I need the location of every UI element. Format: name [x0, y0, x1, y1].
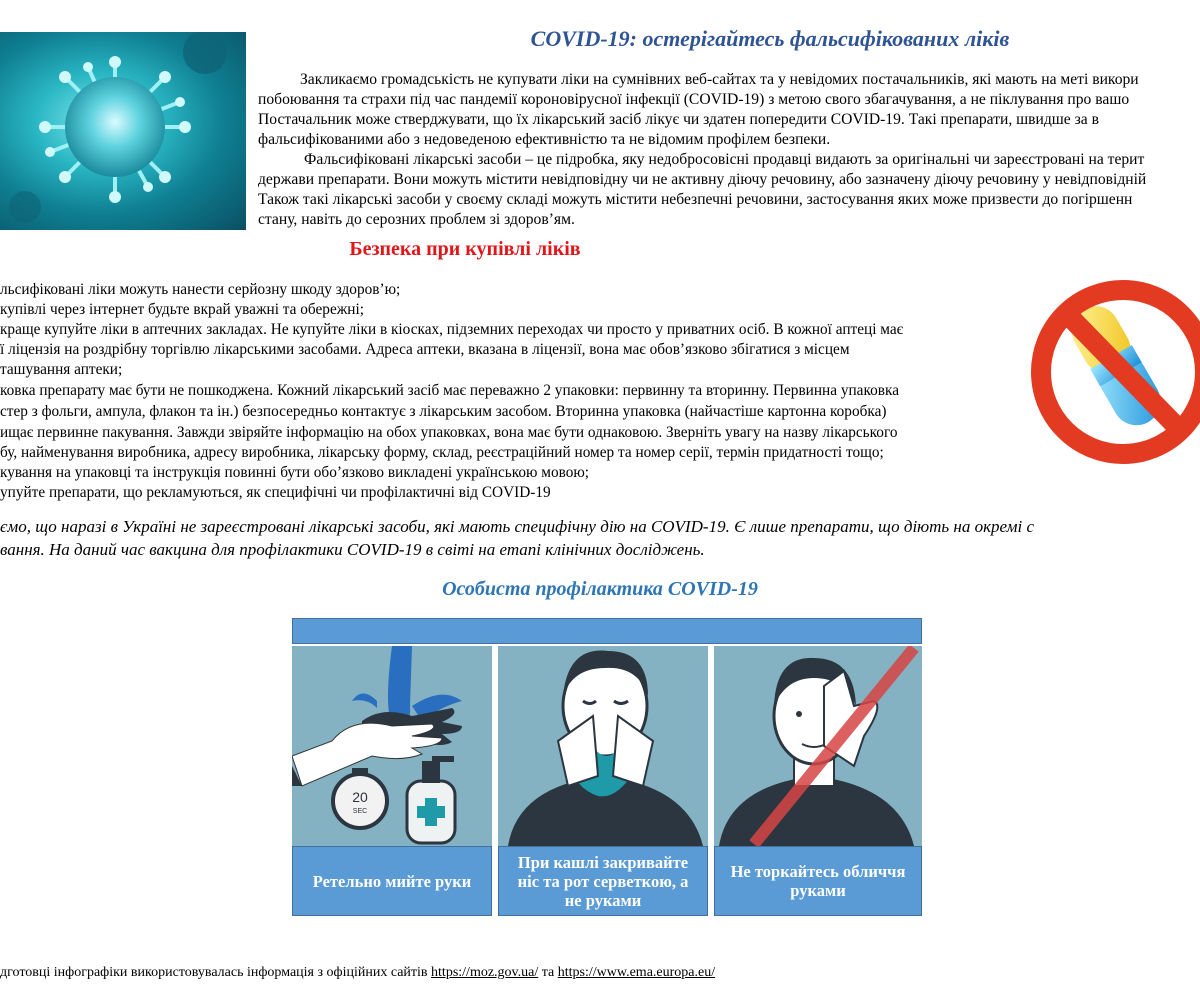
timer-unit: SEC [352, 808, 368, 815]
safety-item: ташування аптеки; [0, 361, 123, 378]
virus-icon [0, 32, 246, 230]
virus-image [0, 32, 246, 230]
safety-item: ковка препарату має бути не пошкоджена. Кожний лікарський засіб має переважно 2 упаковки: первинну та вторинну. Первинна упаковка [0, 382, 899, 399]
panel-cough [498, 646, 708, 846]
intro-line: побоювання та страхи під час пандемії короновірусної інфекції (COVID-19) з метою свого збагачування, а не піклування про вашо [258, 91, 1130, 108]
safety-item: стер з фольги, ампула, флакон та ін.) безпосередньо контактує з лікарським засобом. Вторинна упаковка (найчастіше картонна коробка) [0, 403, 887, 420]
intro-line: стану, навіть до серозних проблем зі здоров’ям. [258, 211, 575, 228]
no-pills-icon [1015, 262, 1200, 472]
timer-value: 20 [352, 789, 368, 805]
safety-heading: Безпека при купівлі ліків [349, 238, 581, 260]
intro-line: Фальсифіковані лікарські засоби – це підробка, яку недобросовісні продавці видають за оригінальні чи зареєстровані на терит [304, 151, 1145, 168]
prevention-heading: Особиста профілактика COVID-19 [442, 578, 758, 600]
intro-line: Також такі лікарські засоби у своєму складі можуть містити небезпечні речовини, застосування яких може призвести до погіршенн [258, 191, 1133, 208]
footer-and: та [538, 965, 558, 980]
intro-line: фальсифікованими або з недоведеною ефективністю та не відомим профілем безпеки. [258, 131, 831, 148]
infographic-header-bar [292, 618, 922, 644]
note-line: ємо, що наразі в Україні не зареєстровані лікарські засоби, які мають специфічну дію на COVID-19. Є лише препарати, що діють на окремі с [0, 517, 1035, 536]
intro-line: Постачальник може стверджувати, що їх лікарський засіб лікує чи здатен попередити COVID-19. Такі препарати, швидше за в [258, 111, 1099, 128]
caption-dont-touch-face: Не торкайтесь обличчя руками [714, 846, 922, 916]
safety-item: краще купуйте ліки в аптечних закладах. Не купуйте ліки в кіосках, підземних переходах чи просто у приватних осіб. В кожної аптеці має [0, 321, 904, 338]
caption-cough: При кашлі закривайте ніс та рот серветкою, а не руками [498, 846, 708, 916]
panel-dont-touch-face [714, 646, 922, 846]
page-title: COVID-19: остерігайтесь фальсифікованих ліків [530, 26, 1010, 51]
link-moz[interactable]: https://moz.gov.ua/ [431, 965, 539, 980]
safety-item: льсифіковані ліки можуть нанести серйозну шкоду здоров’ю; [0, 281, 401, 298]
safety-item: ищає первинне пакування. Завжди звіряйте інформацію на обох упаковках, вона має бути однаковою. Зверніть увагу на назву лікарського [0, 424, 898, 441]
panel-wash-hands [292, 646, 492, 846]
safety-item: кування на упаковці та інструкція повинні бути обо’язково викладені українською мовою; [0, 464, 590, 481]
safety-item: купівлі через інтернет будьте вкрай уважні та обережні; [0, 301, 364, 318]
note-line: вання. На даний час вакцина для профілактики COVID-19 в світі на етапі клінічних досліджень. [0, 540, 705, 559]
source-footer [0, 965, 715, 981]
footer-text: дготовці інфографіки використовувалась інформація з офіційних сайтів [0, 965, 432, 980]
intro-line: Закликаємо громадськість не купувати ліки на сумнівних веб-сайтах та у невідомих постачальників, які мають на меті викори [300, 71, 1139, 88]
safety-item: ї ліцензія на роздрібну торгівлю лікарськими засобами. Адреса аптеки, вказана в ліцензії, вона має обов’язково збігатися з місцем [0, 341, 850, 358]
intro-line: держави препарати. Вони можуть містити невідповідну чи не активну діючу речовину, або зазначену діючу речовину у невідповідній [258, 171, 1147, 188]
caption-wash-hands: Ретельно мийте руки [292, 846, 492, 916]
link-ema[interactable]: https://www.ema.europa.eu/ [557, 965, 716, 980]
safety-item: бу, найменування виробника, адресу виробника, лікарську форму, склад, реєстраційний номер та номер серії, термін придатності тощо; [0, 444, 884, 461]
safety-item: упуйте препарати, що рекламуються, як специфічні чи профілактичні від COVID-19 [0, 484, 551, 501]
